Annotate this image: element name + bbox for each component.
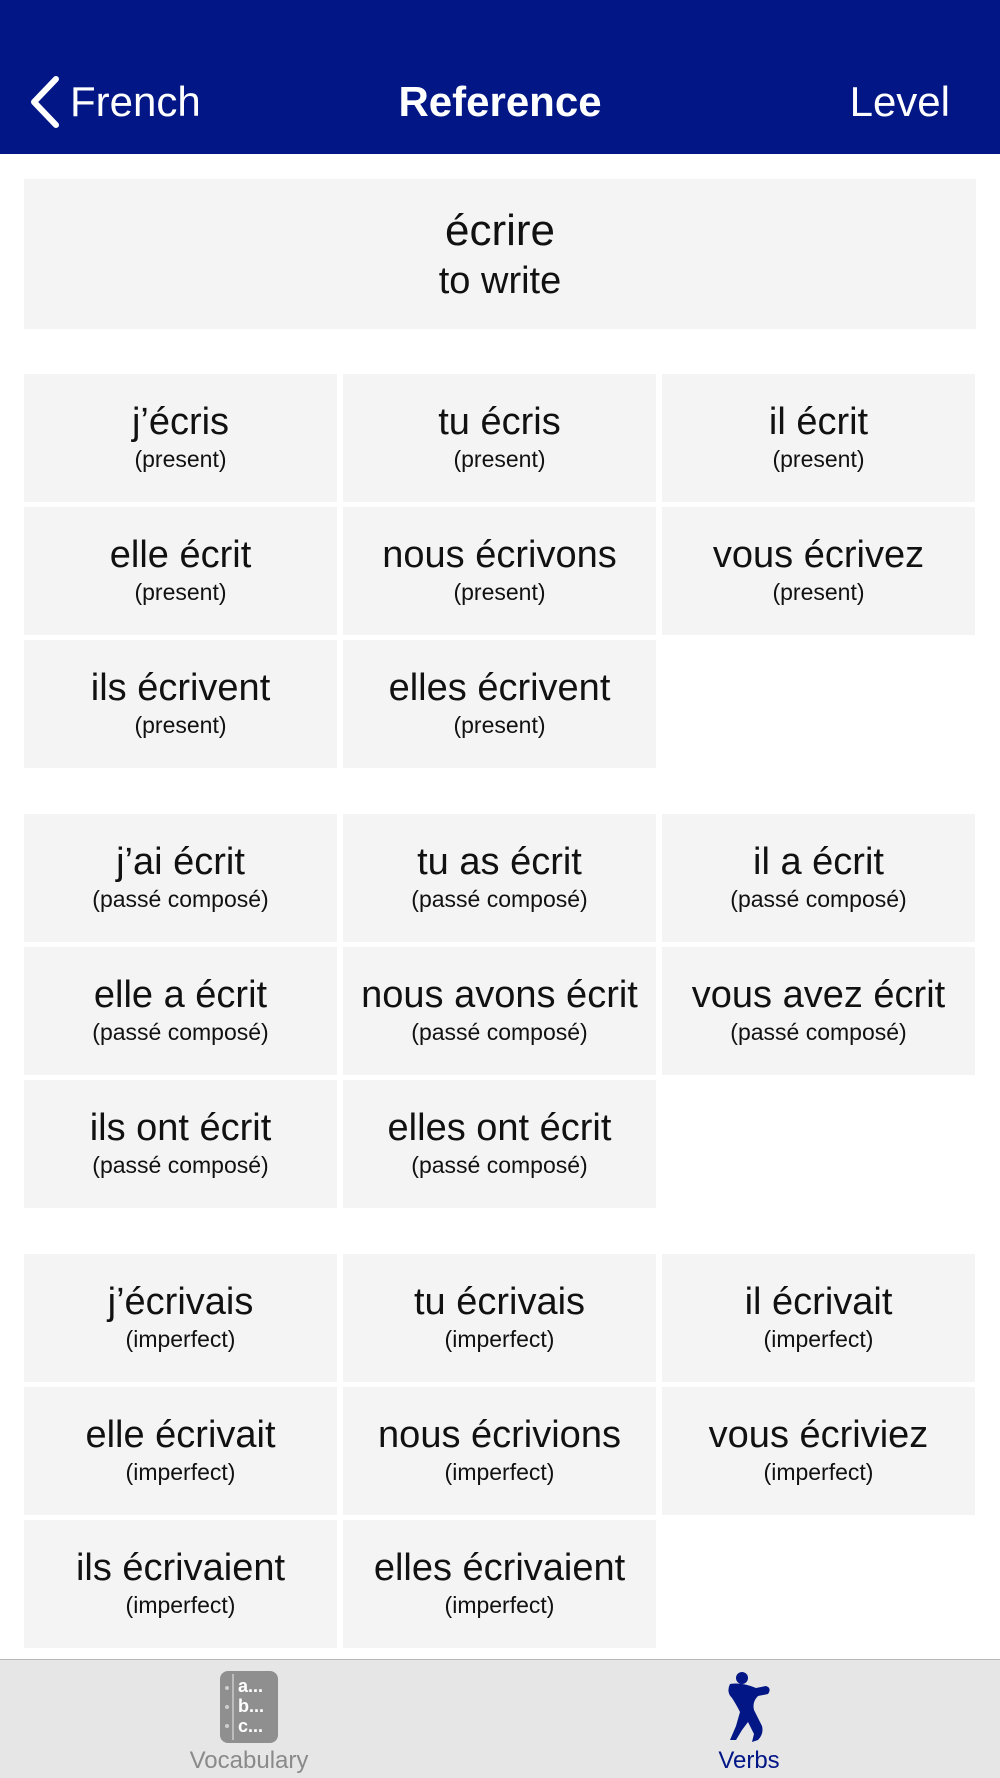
conjugation-cell[interactable] bbox=[343, 374, 656, 502]
tab-vocabulary-label: Vocabulary bbox=[189, 1747, 309, 1774]
conjugated-form: nous écrivions bbox=[378, 1414, 621, 1456]
tense-label: (passé composé) bbox=[730, 1019, 907, 1045]
tab-bar bbox=[0, 1659, 1000, 1778]
svg-text:c...: c... bbox=[238, 1716, 264, 1736]
tense-label: (imperfect) bbox=[444, 1459, 555, 1485]
tense-label: (imperfect) bbox=[125, 1326, 236, 1352]
conjugated-form: il écrivait bbox=[744, 1281, 893, 1323]
conjugation-cell[interactable] bbox=[24, 374, 337, 502]
tense-group-present bbox=[24, 374, 976, 764]
conjugation-cell[interactable] bbox=[343, 507, 656, 635]
verb-reference-content bbox=[0, 154, 1000, 1659]
tab-vocabulary[interactable] bbox=[149, 1660, 349, 1778]
conjugated-form: elle écrit bbox=[109, 534, 252, 576]
conjugation-cell[interactable] bbox=[343, 947, 656, 1075]
tense-label: (present) bbox=[453, 712, 546, 738]
tense-label: (imperfect) bbox=[125, 1592, 236, 1618]
verb-infinitive: écrire bbox=[444, 206, 556, 255]
tense-label: (imperfect) bbox=[444, 1326, 555, 1352]
tense-label: (imperfect) bbox=[125, 1459, 236, 1485]
tense-label: (imperfect) bbox=[763, 1459, 874, 1485]
conjugated-form: elles ont écrit bbox=[387, 1107, 612, 1149]
conjugated-form: vous avez écrit bbox=[691, 974, 946, 1016]
tense-label: (present) bbox=[453, 446, 546, 472]
conjugation-cell[interactable] bbox=[24, 814, 337, 942]
conjugated-form: elles écrivaient bbox=[373, 1547, 626, 1589]
conjugation-cell[interactable] bbox=[24, 507, 337, 635]
verb-translation: to write bbox=[438, 260, 562, 302]
conjugation-cell[interactable] bbox=[24, 640, 337, 768]
tense-label: (imperfect) bbox=[444, 1592, 555, 1618]
conjugated-form: ils ont écrit bbox=[89, 1107, 272, 1149]
tense-group-passe-compose bbox=[24, 814, 976, 1204]
conjugation-cell[interactable] bbox=[662, 1254, 975, 1382]
tense-label: (present) bbox=[134, 712, 227, 738]
tense-label: (present) bbox=[772, 446, 865, 472]
conjugated-form: tu écrivais bbox=[413, 1281, 586, 1323]
conjugation-cell[interactable] bbox=[24, 1254, 337, 1382]
tense-label: (present) bbox=[453, 579, 546, 605]
conjugated-form: vous écriviez bbox=[708, 1414, 929, 1456]
conjugation-cell[interactable] bbox=[24, 1520, 337, 1648]
svg-text:a...: a... bbox=[238, 1676, 264, 1696]
conjugated-form: elles écrivent bbox=[388, 667, 611, 709]
tense-label: (passé composé) bbox=[92, 1019, 269, 1045]
conjugated-form: tu as écrit bbox=[417, 841, 582, 883]
verb-header bbox=[24, 179, 976, 329]
conjugated-form: ils écrivent bbox=[90, 667, 271, 709]
tense-label: (present) bbox=[134, 579, 227, 605]
page-title-text: Reference bbox=[398, 78, 602, 125]
conjugated-form: j’écris bbox=[131, 401, 230, 443]
conjugation-cell[interactable] bbox=[343, 1520, 656, 1648]
conjugation-cell[interactable] bbox=[343, 1080, 656, 1208]
abc-index-card-icon bbox=[219, 1670, 279, 1744]
conjugation-cell[interactable] bbox=[662, 1387, 975, 1515]
tense-label: (passé composé) bbox=[411, 886, 588, 912]
conjugation-cell[interactable] bbox=[662, 507, 975, 635]
tense-label: (passé composé) bbox=[92, 1152, 269, 1178]
conjugation-cell[interactable] bbox=[662, 814, 975, 942]
tab-verbs[interactable] bbox=[649, 1660, 849, 1778]
conjugation-cell[interactable] bbox=[343, 640, 656, 768]
conjugation-cell[interactable] bbox=[343, 1254, 656, 1382]
conjugated-form: elle a écrit bbox=[93, 974, 268, 1016]
tense-label: (passé composé) bbox=[92, 886, 269, 912]
conjugation-cell[interactable] bbox=[662, 947, 975, 1075]
conjugated-form: nous écrivons bbox=[382, 534, 617, 576]
conjugated-form: tu écris bbox=[438, 401, 561, 443]
conjugated-form: il a écrit bbox=[753, 841, 884, 883]
conjugated-form: ils écrivaient bbox=[75, 1547, 286, 1589]
svg-text:b...: b... bbox=[238, 1696, 264, 1716]
tense-label: (present) bbox=[134, 446, 227, 472]
level-button[interactable]: Level bbox=[849, 78, 950, 125]
tense-label: (imperfect) bbox=[763, 1326, 874, 1352]
discus-thrower-icon bbox=[722, 1670, 776, 1744]
back-button-label: French bbox=[70, 78, 201, 125]
chevron-left-icon bbox=[28, 75, 62, 129]
conjugation-cell[interactable] bbox=[24, 1080, 337, 1208]
conjugation-cell[interactable] bbox=[343, 814, 656, 942]
tense-label: (passé composé) bbox=[411, 1152, 588, 1178]
conjugation-cell[interactable] bbox=[662, 374, 975, 502]
tab-verbs-label: Verbs bbox=[718, 1747, 780, 1774]
conjugated-form: il écrit bbox=[768, 401, 869, 443]
tense-label: (present) bbox=[772, 579, 865, 605]
tense-label: (passé composé) bbox=[411, 1019, 588, 1045]
tense-group-imperfect bbox=[24, 1254, 976, 1644]
tense-label: (passé composé) bbox=[730, 886, 907, 912]
conjugated-form: elle écrivait bbox=[85, 1414, 276, 1456]
conjugated-form: vous écrivez bbox=[712, 534, 925, 576]
back-button[interactable] bbox=[28, 72, 201, 132]
conjugated-form: j’écrivais bbox=[107, 1281, 254, 1323]
conjugation-cell[interactable] bbox=[24, 1387, 337, 1515]
conjugation-cell[interactable] bbox=[343, 1387, 656, 1515]
conjugation-cell[interactable] bbox=[24, 947, 337, 1075]
navigation-bar bbox=[0, 0, 1000, 154]
conjugated-form: nous avons écrit bbox=[361, 974, 638, 1016]
conjugated-form: j’ai écrit bbox=[116, 841, 245, 883]
